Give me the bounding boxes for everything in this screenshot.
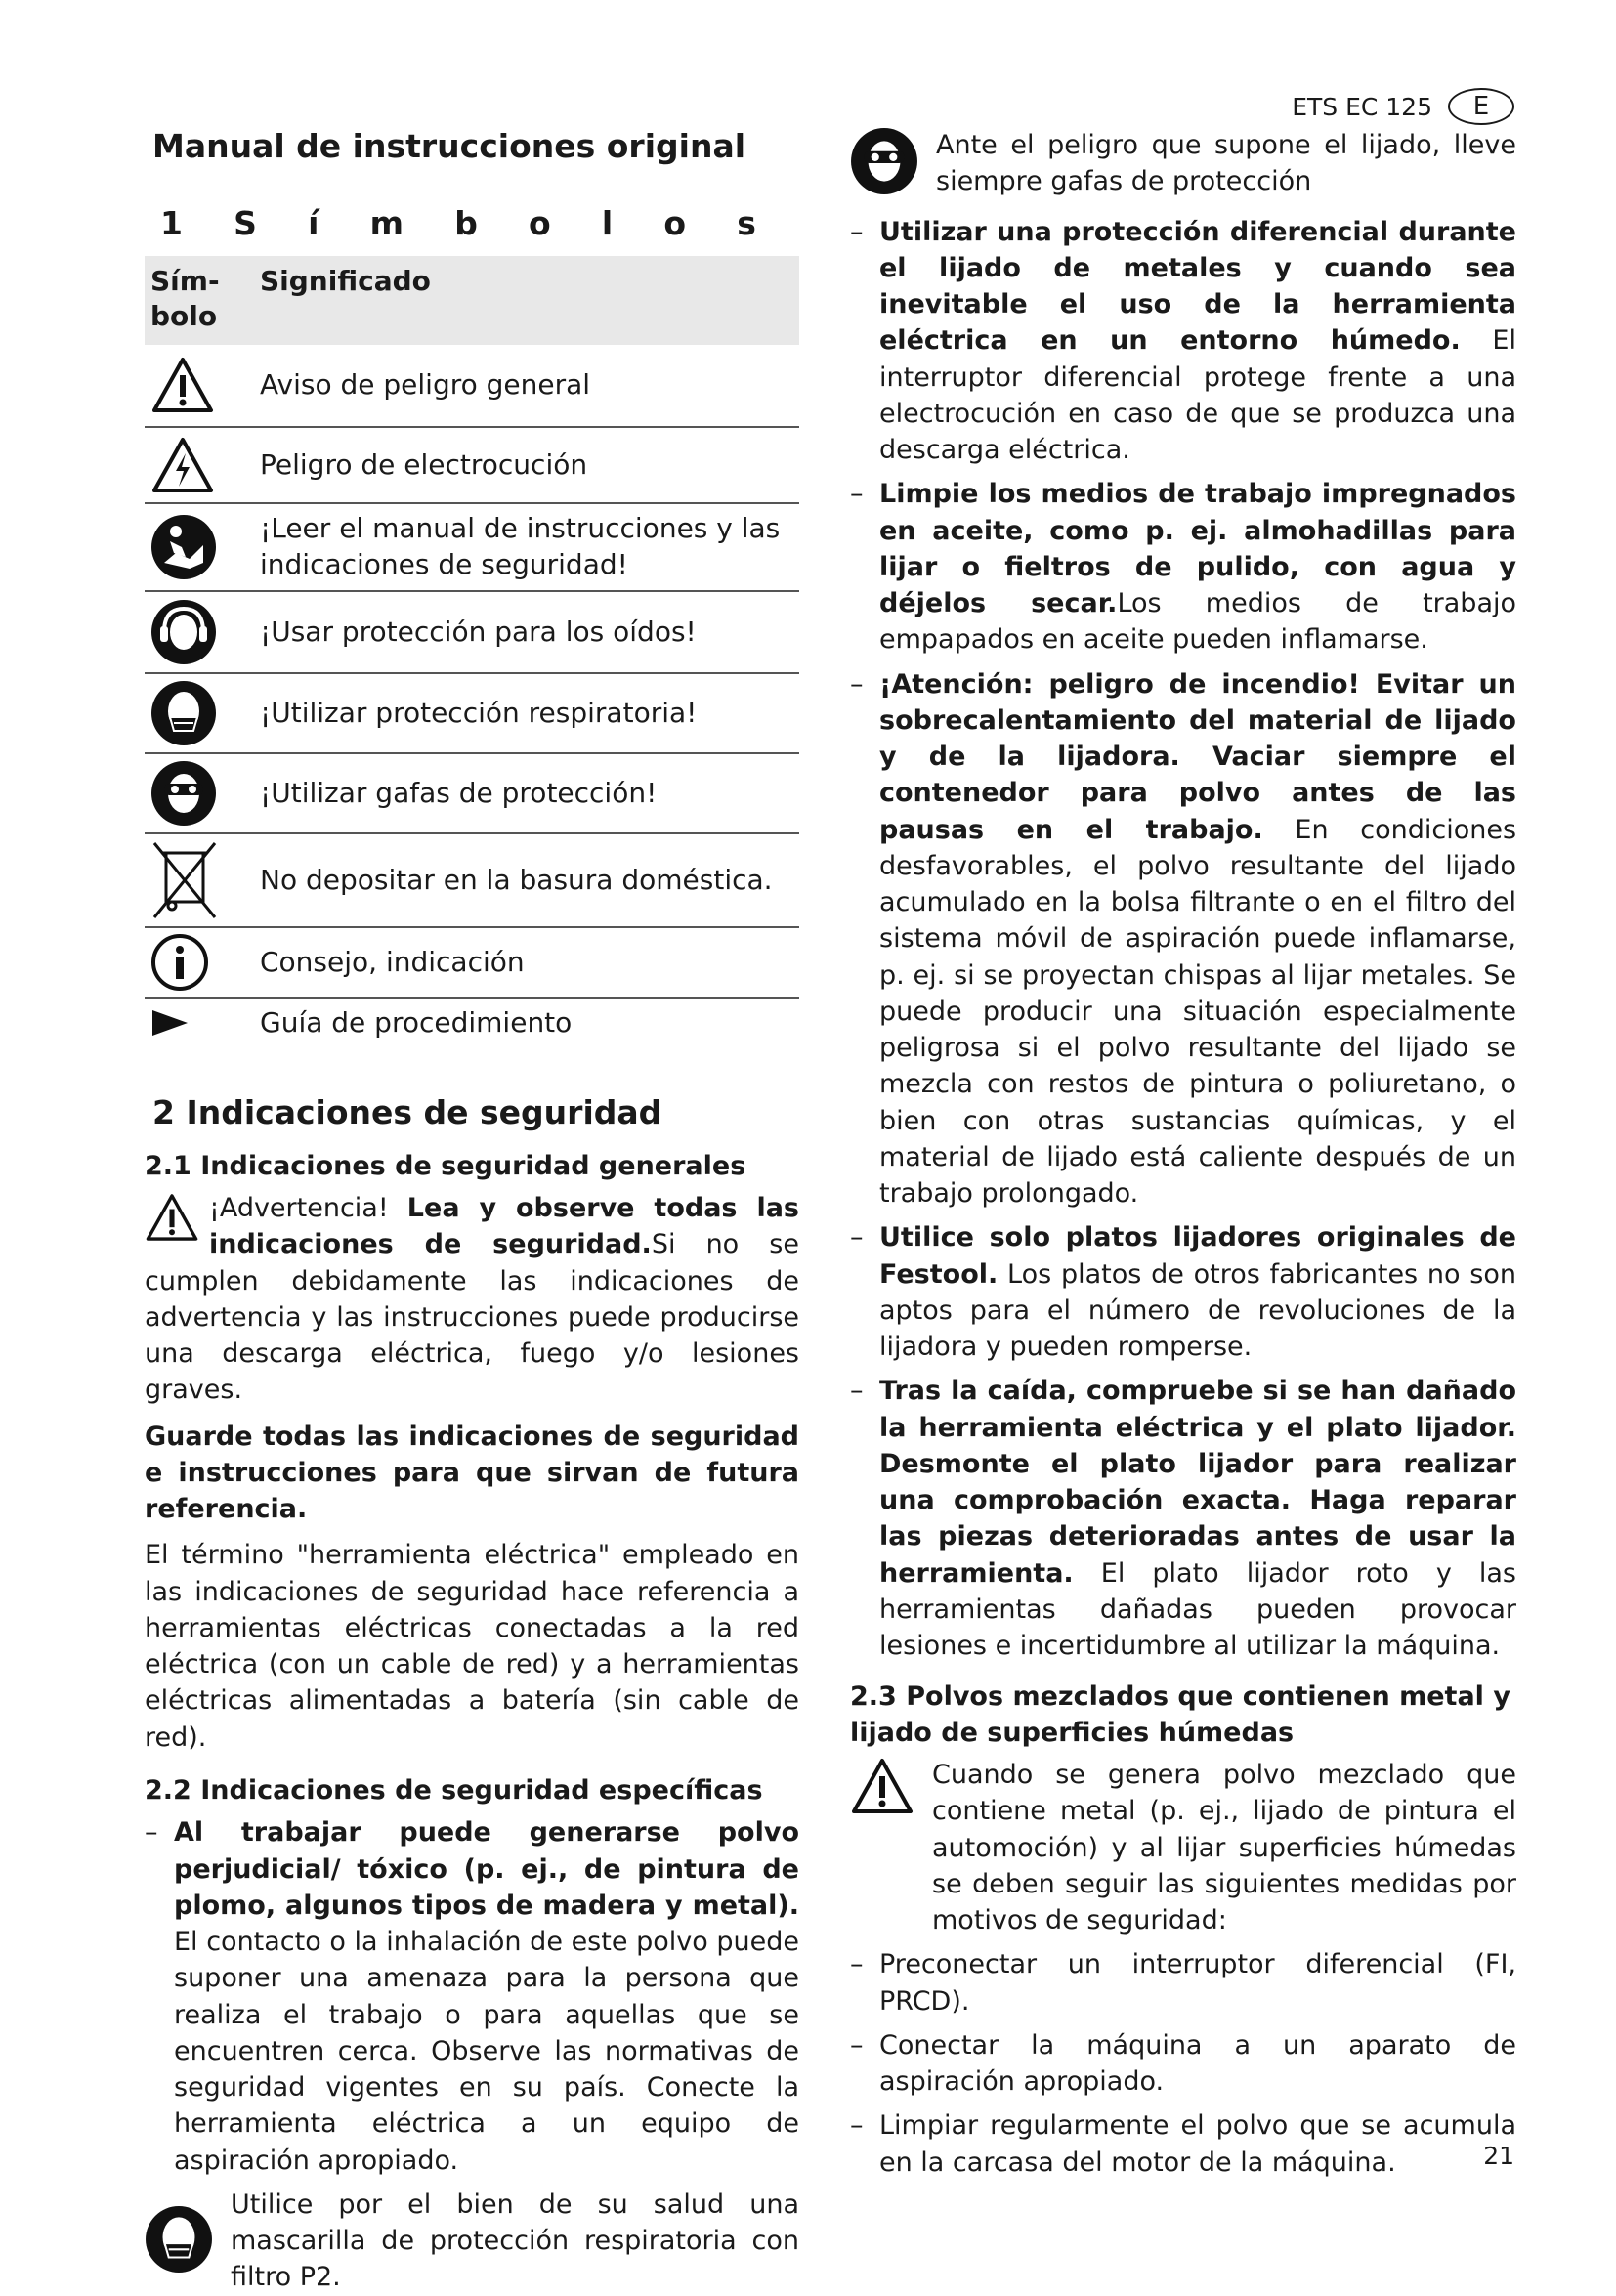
right-column [850,127,1516,2189]
table-row: Guía de procedimiento [145,998,799,1048]
section2-heading: 2 Indicaciones de seguridad [152,1092,662,1131]
read-manual-icon [150,514,248,580]
term-definition: El término "herramienta eléctrica" empleado en las indicaciones de seguridad hace referencia a herramientas eléctricas conectadas a la red eléctrica (con un cable de red) y a herramientas eléctricas alimentadas a batería (sin cable de red). [145,1540,799,1753]
table-row: Consejo, indicación [145,927,799,998]
page-number: 21 [1483,2142,1514,2170]
language-badge: E [1448,88,1514,125]
goggles-note: Ante el peligro que supone el lijado, lleve siempre gafas de protección [850,127,1516,200]
list-item: – Conectar la máquina a un aparato de aspiración apropiado. [850,2029,1516,2098]
electric-hazard-icon [150,436,248,494]
table-row: ¡Utilizar protección respiratoria! [145,673,799,753]
ear-protection-icon [150,599,248,665]
table-row: ¡Utilizar gafas de protección! [145,753,799,833]
eye-protection-icon [850,127,918,199]
list-item: – Limpie los medios de trabajo impregnados en aceite, como p. ej. almohadillas para lijar o fieltros de pulido, con agua y déjelos secar.Los medios de trabajo empapados en aceite pueden inflamarse. [850,479,1517,656]
table-header-row [145,256,799,345]
list-item: – Tras la caída, compruebe si se han dañado la herramienta eléctrica y el plato lijador. Desmonte el plato lijador para realizar una comprobación exacta. Haga reparar las piezas deterioradas antes de usar la herramienta. El plato lijador roto y las herramientas dañadas pueden provocar lesiones e incertidumbre al utilizar la máquina. [850,1376,1516,1661]
section1-heading: 1 S í m b o l o s [160,204,756,242]
sub2-heading: 2.2 Indicaciones de seguridad específicas [145,1774,763,1806]
respiratory-protection-icon [145,2205,213,2277]
sub3-heading: 2.3 Polvos mezclados que contienen metal y lijado de superficies húmedas [850,1681,1510,1748]
eye-protection-icon [150,760,248,827]
metal-dust-intro: Cuando se genera polvo mezclado que contiene metal (p. ej., lijado de pintura el automoción) y al lijar superficies húmedas se deben seguir las siguientes medidas por motivos de seguridad: [850,1757,1516,1938]
list-item: – Al trabajar puede generarse polvo perjudicial/ tóxico (p. ej., de pintura de plomo, algunos tipos de madera y metal). El contacto o la inhalación de este polvo puede suponer una amenaza para la persona que realiza el trabajo o para aquellas que se encuentren cerca. Observe las normativas de seguridad vigentes en su país. Conecte la herramienta eléctrica a un equipo de aspiración apropiado. [145,1817,799,2176]
list-item: – Preconectar un interruptor diferencial (FI, PRCD). [850,1949,1516,2017]
sub1-heading: 2.1 Indicaciones de seguridad generales [145,1150,746,1181]
table-row: Peligro de electrocución [145,427,799,503]
table-row: ¡Leer el manual de instrucciones y las indicaciones de seguridad! [145,503,799,591]
table-row: ¡Usar protección para los oídos! [145,591,799,673]
list-item: – Utilizar una protección diferencial durante el lijado de metales y cuando sea inevitable el uso de la herramienta eléctrica en un entorno húmedo. El interruptor diferencial protege frente a una electrocución en caso de que se produzca una descarga eléctrica. [850,216,1516,465]
warning-triangle-icon [850,1757,914,1819]
list-item: – Utilice solo platos lijadores originales de Festool. Los platos de otros fabricantes no son aptos para el número de revoluciones de la lijadora y pueden romperse. [850,1222,1516,1362]
list-item: – Limpiar regularmente el polvo que se acumula en la carcasa del motor de la máquina. [850,2110,1516,2178]
info-icon [150,933,248,992]
col-symbol-header: Sím- bolo [145,256,254,345]
warning-triangle-icon [150,356,248,414]
manual-title: Manual de instrucciones original [152,127,746,165]
page-header [1292,88,1514,125]
warning-block: ¡Advertencia! Lea y observe todas las indicaciones de seguridad.Si no se cumplen debidamente las indicaciones de advertencia y las instrucciones puede producirse una descarga eléctrica, fuego y/o lesiones graves. [145,1193,799,1406]
crossed-bin-icon [150,839,248,921]
mask-note: Utilice por el bien de su salud una mascarilla de protección respiratoria con filtro P2. [145,2187,799,2296]
left-column [145,127,799,2296]
table-row: No depositar en la basura doméstica. [145,833,799,927]
col-meaning-header: Significado [254,256,799,345]
warning-triangle-icon [145,1192,199,1253]
model-label: ETS EC 125 [1292,92,1432,121]
list-item: – ¡Atención: peligro de incendio! Evitar un sobrecalentamiento del material de lijado y de la lijadora. Vaciar siempre el contenedor para polvo antes de las pausas en el trabajo. En condiciones desfavorables, el polvo resultante del lijado acumulado en la bolsa filtrante o en el filtro del sistema móvil de aspiración puede inflamarse, p. ej. si se proyectan chispas al lijar metales. Se puede producir una situación especialmente peligrosa si el polvo resultante del lijado se mezcla con restos de pintura o poliuretano, o bien con otras sustancias químicas, y el material de lijado está caliente después de un trabajo prolongado. [850,668,1517,1209]
arrow-right-icon [150,1008,248,1038]
symbols-table [145,256,799,1048]
table-row: Aviso de peligro general [145,345,799,427]
respiratory-protection-icon [150,680,248,746]
keep-instructions-note: Guarde todas las indicaciones de seguridad e instrucciones para que sirvan de futura referencia. [145,1421,799,1525]
